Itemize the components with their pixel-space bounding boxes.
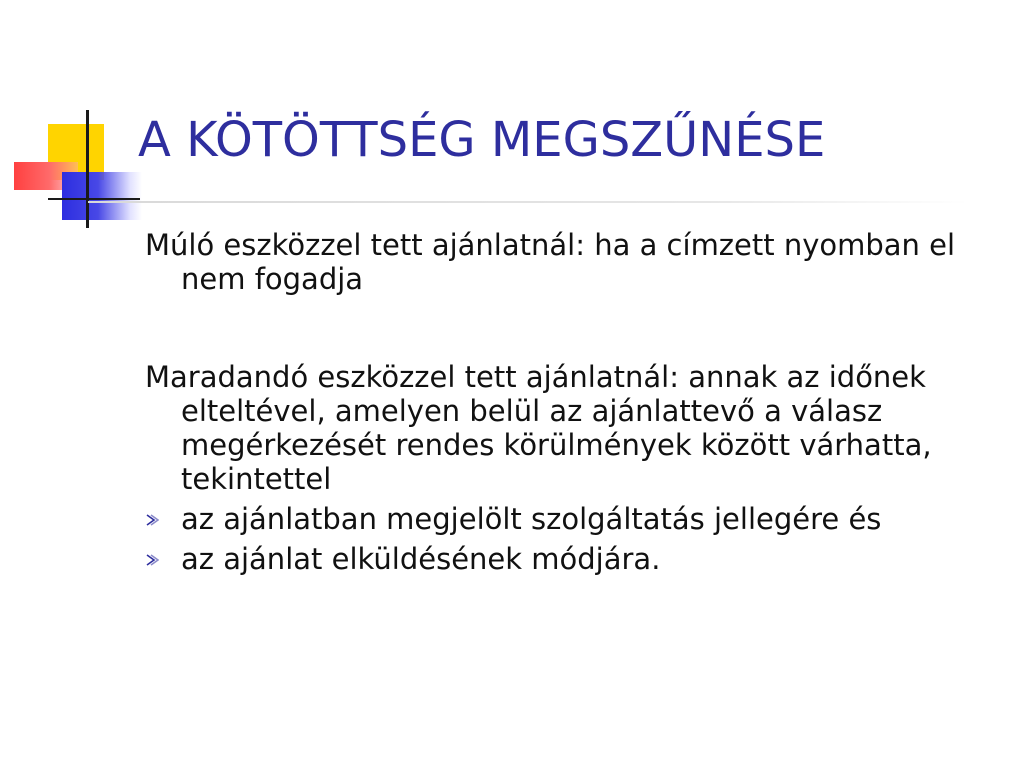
blue-bar xyxy=(62,172,142,220)
bullet-text: az ajánlat elküldésének módjára. xyxy=(181,542,661,576)
bullet-text: az ajánlatban megjelölt szolgáltatás jellegére és xyxy=(181,502,882,536)
vertical-rule xyxy=(86,110,89,228)
horizontal-rule xyxy=(48,198,140,200)
title-underline xyxy=(88,201,968,203)
paragraph-1: Múló eszközzel tett ajánlatnál: ha a címzett nyomban el nem fogadja xyxy=(145,228,956,296)
slide-body xyxy=(145,228,1005,576)
chevron-right-icon xyxy=(145,514,159,526)
bullet-item xyxy=(145,502,1005,536)
bullet-item xyxy=(145,542,1005,576)
chevron-right-icon xyxy=(145,554,159,566)
slide-title: A KÖTÖTTSÉG MEGSZŰNÉSE xyxy=(138,112,826,168)
paragraph-2: Maradandó eszközzel tett ajánlatnál: annak az időnek elteltével, amelyen belül az ajánlattevő a válasz megérkezését rendes körülmények között várhatta, tekintettel xyxy=(145,360,932,496)
decorative-logo xyxy=(0,0,140,240)
